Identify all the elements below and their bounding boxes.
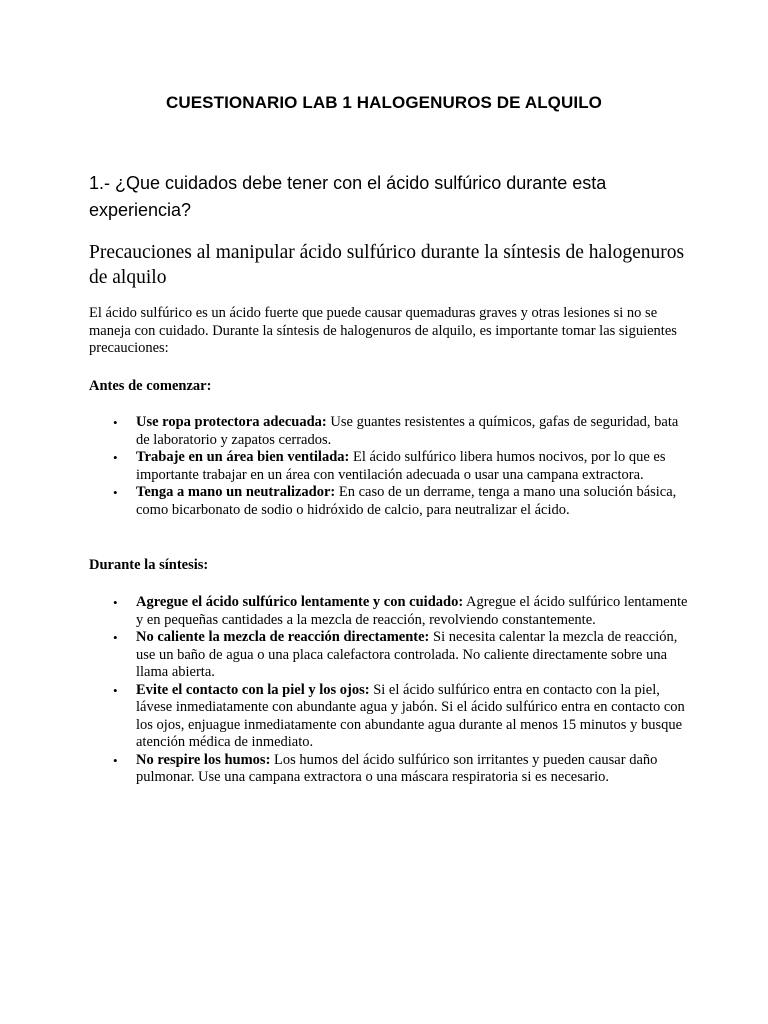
item-text: Si necesita calentar la mezcla de reacción, use un baño de agua o una placa calefactora controlada. No caliente directamente sobre una llama abierta. [136, 629, 678, 680]
bullet-icon: • [113, 450, 118, 465]
item-text: En caso de un derrame, tenga a mano una solución básica, como bicarbonato de sodio o hidróxido de calcio, para neutralizar el ácido. [136, 484, 677, 518]
item-bold-lead: Agregue el ácido sulfúrico lentamente y con cuidado: [136, 594, 464, 610]
bullet-icon: • [113, 752, 118, 768]
item-text: Si el ácido sulfúrico entra en contacto con la piel, lávese inmediatamente con abundante agua y jabón. Si el ácido sulfúrico entra en contacto con los ojos, enjuague inmediatamente con abundante agua durante al menos 15 minutos y busque atención médica de inmediato. [136, 681, 685, 750]
bullet-list-antes [89, 414, 689, 519]
list-item [89, 682, 689, 752]
page-title: CUESTIONARIO LAB 1 HALOGENUROS DE ALQUILO [165, 93, 603, 112]
list-item [89, 594, 689, 629]
intro-paragraph: El ácido sulfúrico es un ácido fuerte que puede causar quemaduras graves y otras lesiones si no se maneja con cuidado. Durante la síntesis de halogenuros de alquilo, es importante tomar las siguientes precauciones: [89, 305, 677, 356]
item-text: Los humos del ácido sulfúrico son irritantes y pueden causar daño pulmonar. Use una campana extractora o una máscara respiratoria si es necesario. [136, 751, 658, 785]
bullet-icon: • [113, 485, 118, 500]
list-item [89, 629, 689, 682]
item-bold-lead: Use ropa protectora adecuada: [136, 414, 327, 430]
question-text: 1.- ¿Que cuidados debe tener con el ácido sulfúrico durante esta experiencia? [89, 173, 607, 220]
bullet-icon: • [113, 682, 118, 698]
bullet-list-durante [89, 594, 689, 787]
section-heading: Precauciones al manipular ácido sulfúrico durante la síntesis de halogenuros de alquilo [89, 242, 685, 288]
item-bold-lead: Tenga a mano un neutralizador: [136, 484, 336, 500]
bullet-icon: • [113, 630, 118, 645]
list-item [89, 484, 689, 519]
bullet-icon: • [113, 595, 118, 610]
item-bold-lead: Evite el contacto con la piel y los ojos: [136, 681, 370, 698]
item-bold-lead: Trabaje en un área bien ventilada: [136, 449, 350, 465]
bullet-icon: • [113, 415, 118, 430]
list-item [89, 752, 689, 787]
list-item [89, 449, 689, 484]
item-text: El ácido sulfúrico libera humos nocivos, por lo que es importante trabajar en un área con ventilación adecuada o usar una campana extractora. [136, 449, 666, 483]
item-text: Agregue el ácido sulfúrico lentamente y en pequeñas cantidades a la mezcla de reacción, revolviendo constantemente. [136, 594, 688, 628]
subheading-durante: Durante la síntesis: [89, 557, 209, 573]
subheading-antes: Antes de comenzar: [89, 378, 212, 394]
item-bold-lead: No respire los humos: [136, 751, 271, 768]
list-item [89, 414, 689, 449]
item-text: Use guantes resistentes a químicos, gafas de seguridad, bata de laboratorio y zapatos cerrados. [136, 414, 679, 448]
item-bold-lead: No caliente la mezcla de reacción directamente: [136, 629, 430, 645]
